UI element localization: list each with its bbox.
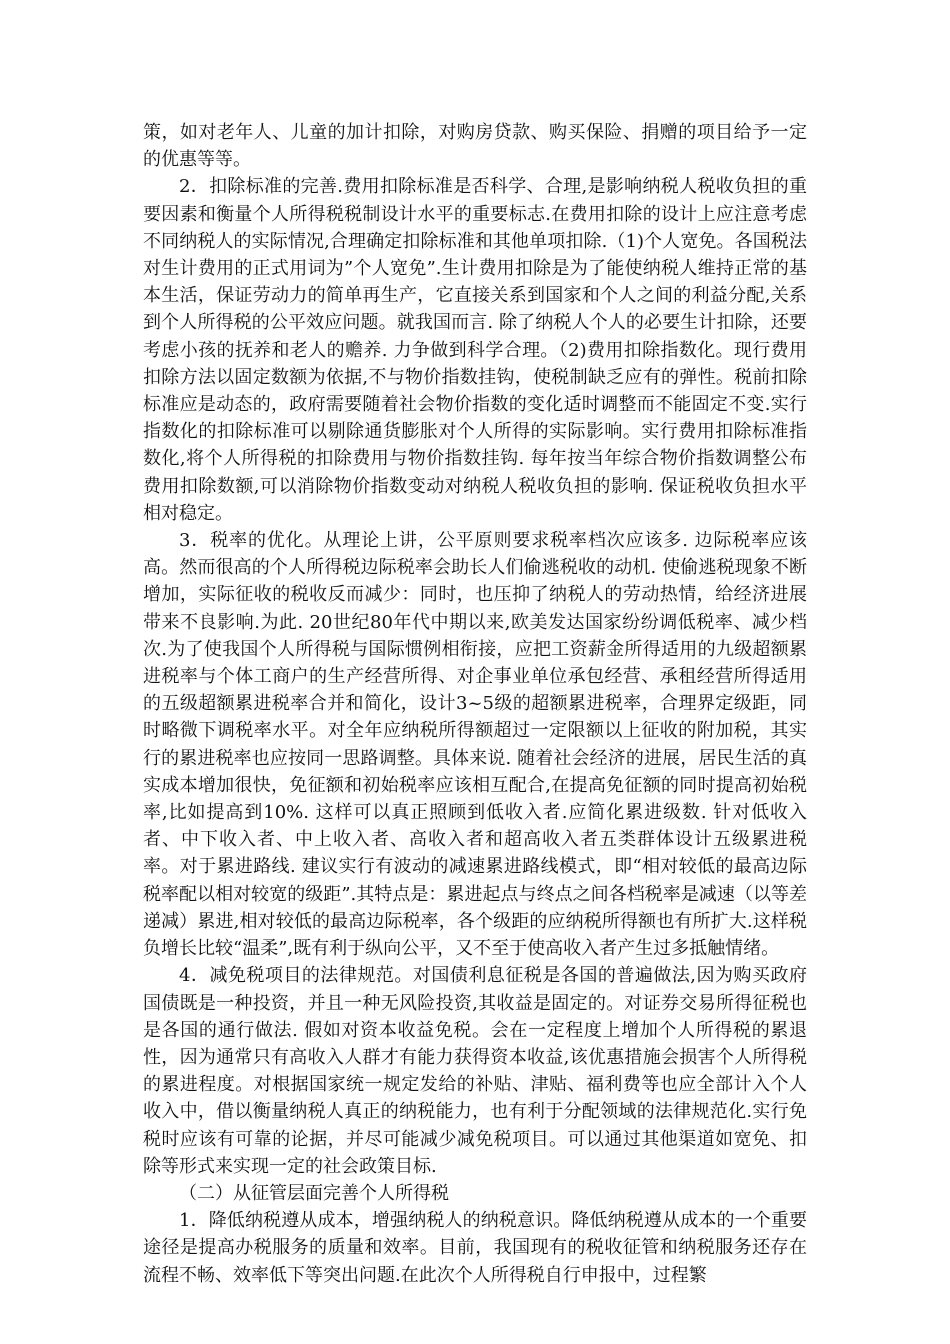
paragraph-deduction-standard: 2．扣除标准的完善.费用扣除标准是否科学、合理,是影响纳税人税收负担的重要因素和衡量个人所得税税制设计水平的重要标志.在费用扣除的设计上应注意考虑不同纳税人的实际情况,合理确定扣除标准和其他单项扣除.（1)个人宽免。各国税法对生计费用的正式用词为”个人宽免”.生计费用扣除是为了能使纳税人维持正常的基本生活，保证劳动力的简单再生产，它直接关系到国家和个人之间的利益分配,关系到个人所得税的公平效应问题。就我国而言. 除了纳税人个人的必要生计扣除，还要考虑小孩的抚养和老人的赡养. 力争做到科学合理。（2)费用扣除指数化。现行费用扣除方法以固定数额为依据,不与物价指数挂钩，使税制缺乏应有的弹性。税前扣除标准应是动态的，政府需要随着社会物价指数的变化适时调整而不能固定不变.实行指数化的扣除标准可以剔除通货膨胀对个人所得的实际影响。实行费用扣除标准指数化,将个人所得税的扣除费用与物价指数挂钩. 每年按当年综合物价指数调整公布费用扣除数额,可以消除物价指数变动对纳税人税收负担的影响. 保证税收负担水平相对稳定。 xyxy=(143,176,807,524)
paragraph-compliance-cost: 1．降低纳税遵从成本，增强纳税人的纳税意识。降低纳税遵从成本的一个重要途径是提高办税服务的质量和效率。目前，我国现有的税收征管和纳税服务还存在流程不畅、效率低下等突出问题.在此次个人所得税自行申报中，过程繁 xyxy=(143,1210,807,1286)
document-body xyxy=(143,119,807,1289)
paragraph-tax-rate: 3．税率的优化。从理论上讲，公平原则要求税率档次应该多. 边际税率应该高。然而很高的个人所得税边际税率会助长人们偷逃税收的动机. 使偷逃税现象不断增加，实际征收的税收反而减少：同时，也压抑了纳税人的劳动热情，给经济进展带来不良影响.为此. 20世纪80年代中期以来,欧美发达国家纷纷调低税率、减少档次.为了使我国个人所得税与国际惯例相衔接，应把工资薪金所得适用的九级超额累进税率与个体工商户的生产经营所得、对企事业单位承包经营、承租经营所得适用的五级超额累进税率合并和简化，设计3~5级的超额累进税率，合理界定级距，同时略微下调税率水平。对全年应纳税所得额超过一定限额以上征收的附加税，其实行的累进税率也应按同一思路调整。具体来说. 随着社会经济的进展，居民生活的真实成本增加很快，免征额和初始税率应该相互配合,在提高免征额的同时提高初始税率,比如提高到10%. 这样可以真正照顾到低收入者.应简化累进级数. 针对低收入者、中下收入者、中上收入者、高收入者和超高收入者五类群体设计五级累进税率。对于累进路线. 建议实行有波动的减速累进路线模式，即“相对较低的最高边际税率配以相对较宽的级距”.其特点是：累进起点与终点之间各档税率是减速（以等差递减）累进,相对较低的最高边际税率，各个级距的应纳税所得额也有所扩大.这样税负增长比较“温柔”,既有利于纵向公平，又不至于使高收入者产生过多抵触情绪。 xyxy=(143,530,807,960)
paragraph-exemption-rules: 4．减免税项目的法律规范。对国债利息征税是各国的普遍做法,因为购买政府国债既是一种投资，并且一种无风险投资,其收益是固定的。对证券交易所得征税也是各国的通行做法. 假如对资本收益免税。会在一定程度上增加个人所得税的累退性，因为通常只有高收入人群才有能力获得资本收益,该优惠措施会损害个人所得税的累进程度。对根据国家统一规定发给的补贴、津贴、福利费等也应全部计入个人收入中，借以衡量纳税人真正的纳税能力，也有利于分配领域的法律规范化.实行免税时应该有可靠的论据，并尽可能减少减免税项目。可以通过其他渠道如宽免、扣除等形式来实现一定的社会政策目标. xyxy=(143,965,807,1177)
section-heading: （二）从征管层面完善个人所得税 xyxy=(179,1182,449,1204)
paragraph-continuation: 策，如对老年人、儿童的加计扣除，对购房贷款、购买保险、捐赠的项目给予一定的优惠等等。 xyxy=(143,122,807,171)
